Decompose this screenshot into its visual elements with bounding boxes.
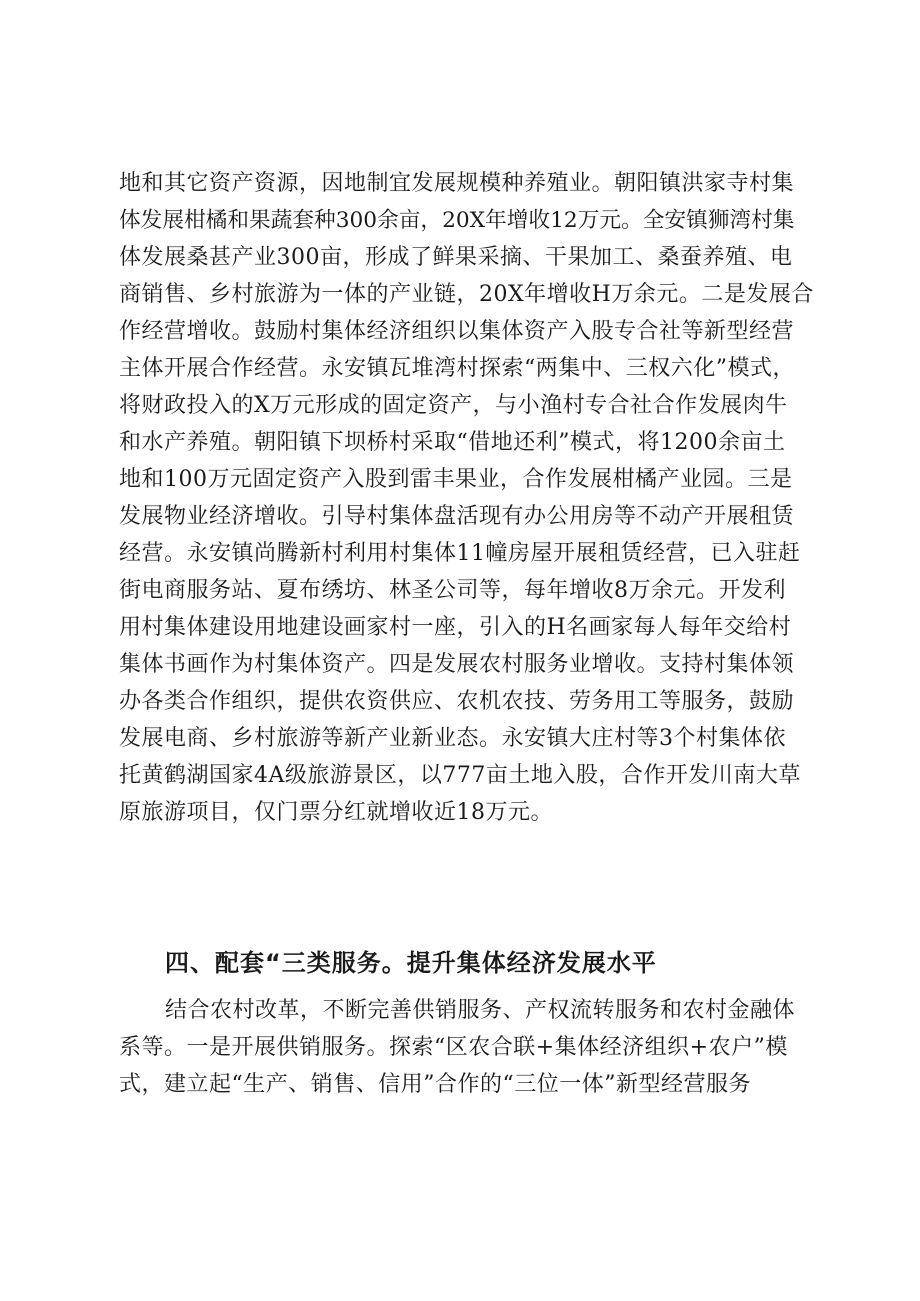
text-line: 系等。一是开展供销服务。探索“区农合联+集体经济组织+农户”模 bbox=[119, 1035, 788, 1060]
text-line: 作经营增收。鼓励村集体经济组织以集体资产入股专合社等新型经营 bbox=[119, 319, 795, 344]
text-line: 体发展桑甚产业300亩，形成了鲜果采摘、干果加工、桑蚕养殖、电 bbox=[119, 245, 793, 270]
text-line: 用村集体建设用地建设画家村一座，引入的H名画家每人每年交给村 bbox=[119, 615, 792, 640]
text-line: 式，建立起“生产、销售、信用”合作的“三位一体”新型经营服务 bbox=[119, 1072, 751, 1097]
paragraph-three-services bbox=[119, 992, 819, 1103]
text-line: 和水产养殖。朝阳镇下坝桥村采取“借地还利”模式，将1200余亩土 bbox=[119, 430, 786, 455]
paragraph-village-collective-income bbox=[119, 165, 819, 831]
text-line: 体发展柑橘和果蔬套种300余亩，20X年增收12万元。全安镇狮湾村集 bbox=[119, 208, 795, 233]
text-line: 将财政投入的X万元形成的固定资产，与小渔村专合社合作发展肉牛 bbox=[119, 393, 788, 418]
text-line: 托黄鹤湖国家4A级旅游景区，以777亩土地入股，合作开发川南大草 bbox=[119, 763, 801, 788]
text-line: 地和其它资产资源，因地制宜发展规模种养殖业。朝阳镇洪家寺村集 bbox=[119, 171, 795, 196]
text-line: 商销售、乡村旅游为一体的产业链，20X年增收H万余元。二是发展合 bbox=[119, 282, 814, 307]
section-heading: 四、配套“三类服务。提升集体经济发展水平 bbox=[165, 949, 657, 977]
text-line: 结合农村改革，不断完善供销服务、产权流转服务和农村金融体 bbox=[165, 998, 796, 1023]
text-line: 发展物业经济增收。引导村集体盘活现有办公用房等不动产开展租赁 bbox=[119, 504, 795, 529]
text-line: 主体开展合作经营。永安镇瓦堆湾村探索“两集中、三权六化”模式， bbox=[119, 356, 795, 381]
text-line: 地和100万元固定资产入股到雷丰果业，合作发展柑橘产业园。三是 bbox=[119, 467, 793, 492]
text-line: 原旅游项目，仅门票分红就增收近18万元。 bbox=[119, 800, 553, 825]
text-line: 街电商服务站、夏布绣坊、林圣公司等，每年增收8万余元。开发利 bbox=[119, 578, 786, 603]
text-line: 发展电商、乡村旅游等新产业新业态。永安镇大庄村等3个村集体依 bbox=[119, 726, 786, 751]
text-line: 集体书画作为村集体资产。四是发展农村服务业增收。支持村集体领 bbox=[119, 652, 795, 677]
text-line: 经营。永安镇尚腾新村利用村集体11幢房屋开展租赁经营，已入驻赶 bbox=[119, 541, 801, 566]
text-line: 办各类合作组织，提供农资供应、农机农技、劳务用工等服务，鼓励 bbox=[119, 689, 795, 714]
